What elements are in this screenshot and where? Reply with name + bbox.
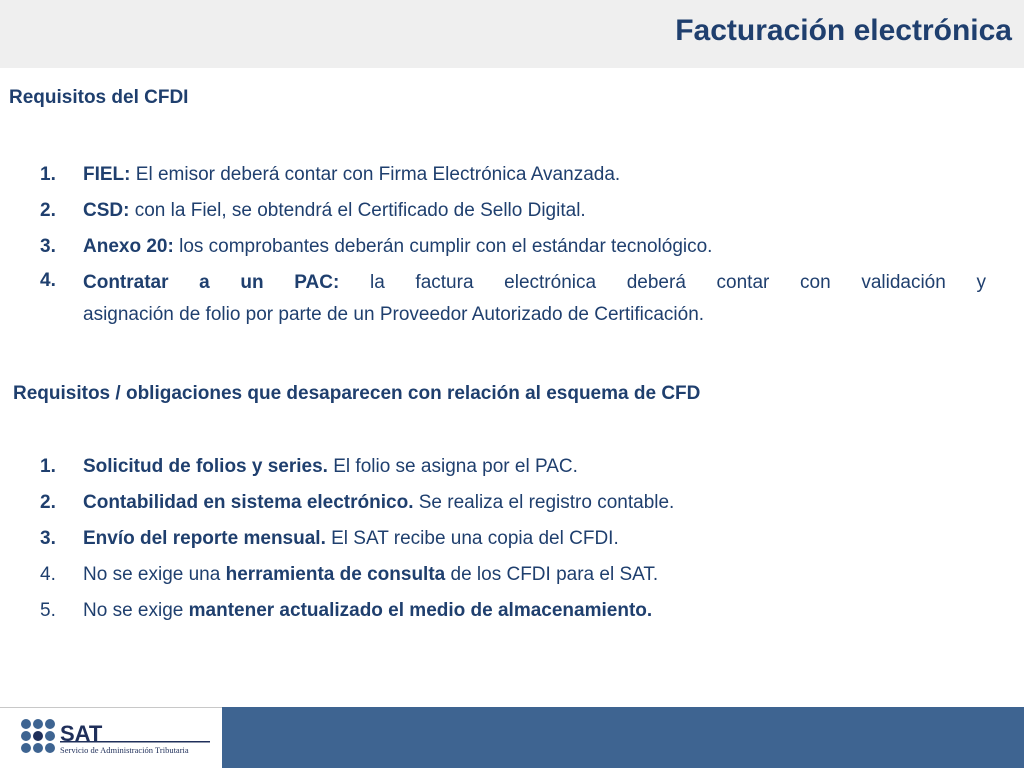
list-item bbox=[40, 449, 986, 485]
item-text: Se realiza el registro contable. bbox=[413, 492, 675, 513]
item-text: de los CFDI para el SAT. bbox=[445, 564, 659, 585]
item-text: El SAT recibe una copia del CFDI. bbox=[325, 528, 619, 549]
item-text: con la Fiel, se obtendrá el Certificado de Sello Digital. bbox=[129, 200, 586, 221]
footer-accent-bar bbox=[222, 707, 1024, 768]
list-item bbox=[40, 593, 986, 629]
list-number: 5. bbox=[40, 600, 56, 621]
item-text-continued: asignación de folio por parte de un Proveedor Autorizado de Certificación. bbox=[83, 304, 705, 325]
logo-text: SAT bbox=[60, 721, 103, 746]
list-number: 2. bbox=[40, 200, 56, 221]
item-text: la factura electrónica deberá contar con validación y bbox=[339, 272, 986, 293]
list-number: 2. bbox=[40, 492, 56, 513]
list-item bbox=[40, 229, 986, 265]
item-bold-label: CSD: bbox=[83, 200, 130, 221]
item-text-prefix: No se exige bbox=[83, 600, 189, 621]
item-line bbox=[83, 267, 986, 299]
item-text: El folio se asigna por el PAC. bbox=[327, 456, 578, 477]
list-item bbox=[40, 265, 986, 331]
section-heading-cfdi-requirements: Requisitos del CFDI bbox=[9, 87, 189, 108]
list-number: 4. bbox=[40, 270, 56, 291]
list-item bbox=[40, 193, 986, 229]
item-text: El emisor deberá contar con Firma Electrónica Avanzada. bbox=[130, 164, 621, 185]
list-item bbox=[40, 521, 986, 557]
item-bold-label: mantener actualizado el medio de almacenamiento. bbox=[188, 600, 653, 621]
item-bold-label: Anexo 20: bbox=[83, 236, 174, 257]
list-number: 4. bbox=[40, 564, 56, 585]
cfdi-requirements-list bbox=[40, 157, 986, 331]
page-title: Facturación electrónica bbox=[675, 14, 1012, 47]
list-item bbox=[40, 157, 986, 193]
list-item bbox=[40, 557, 986, 593]
removed-obligations-list bbox=[40, 449, 986, 629]
item-bold-label: Envío del reporte mensual. bbox=[83, 528, 326, 549]
section-heading-removed-obligations: Requisitos / obligaciones que desaparecen con relación al esquema de CFD bbox=[13, 383, 701, 404]
item-bold-label: herramienta de consulta bbox=[225, 564, 446, 585]
item-bold-label: Solicitud de folios y series. bbox=[83, 456, 328, 477]
logo-subtitle: Servicio de Administración Tributaria bbox=[60, 745, 189, 755]
item-text-prefix: No se exige una bbox=[83, 564, 226, 585]
item-text: los comprobantes deberán cumplir con el estándar tecnológico. bbox=[173, 236, 713, 257]
title-bar bbox=[0, 0, 1024, 68]
list-number: 1. bbox=[40, 164, 56, 185]
list-item bbox=[40, 485, 986, 521]
list-number: 1. bbox=[40, 456, 56, 477]
item-bold-label: Contratar a un PAC: bbox=[83, 272, 340, 293]
item-bold-label: Contabilidad en sistema electrónico. bbox=[83, 492, 414, 513]
list-number: 3. bbox=[40, 236, 56, 257]
list-number: 3. bbox=[40, 528, 56, 549]
item-bold-label: FIEL: bbox=[83, 164, 131, 185]
